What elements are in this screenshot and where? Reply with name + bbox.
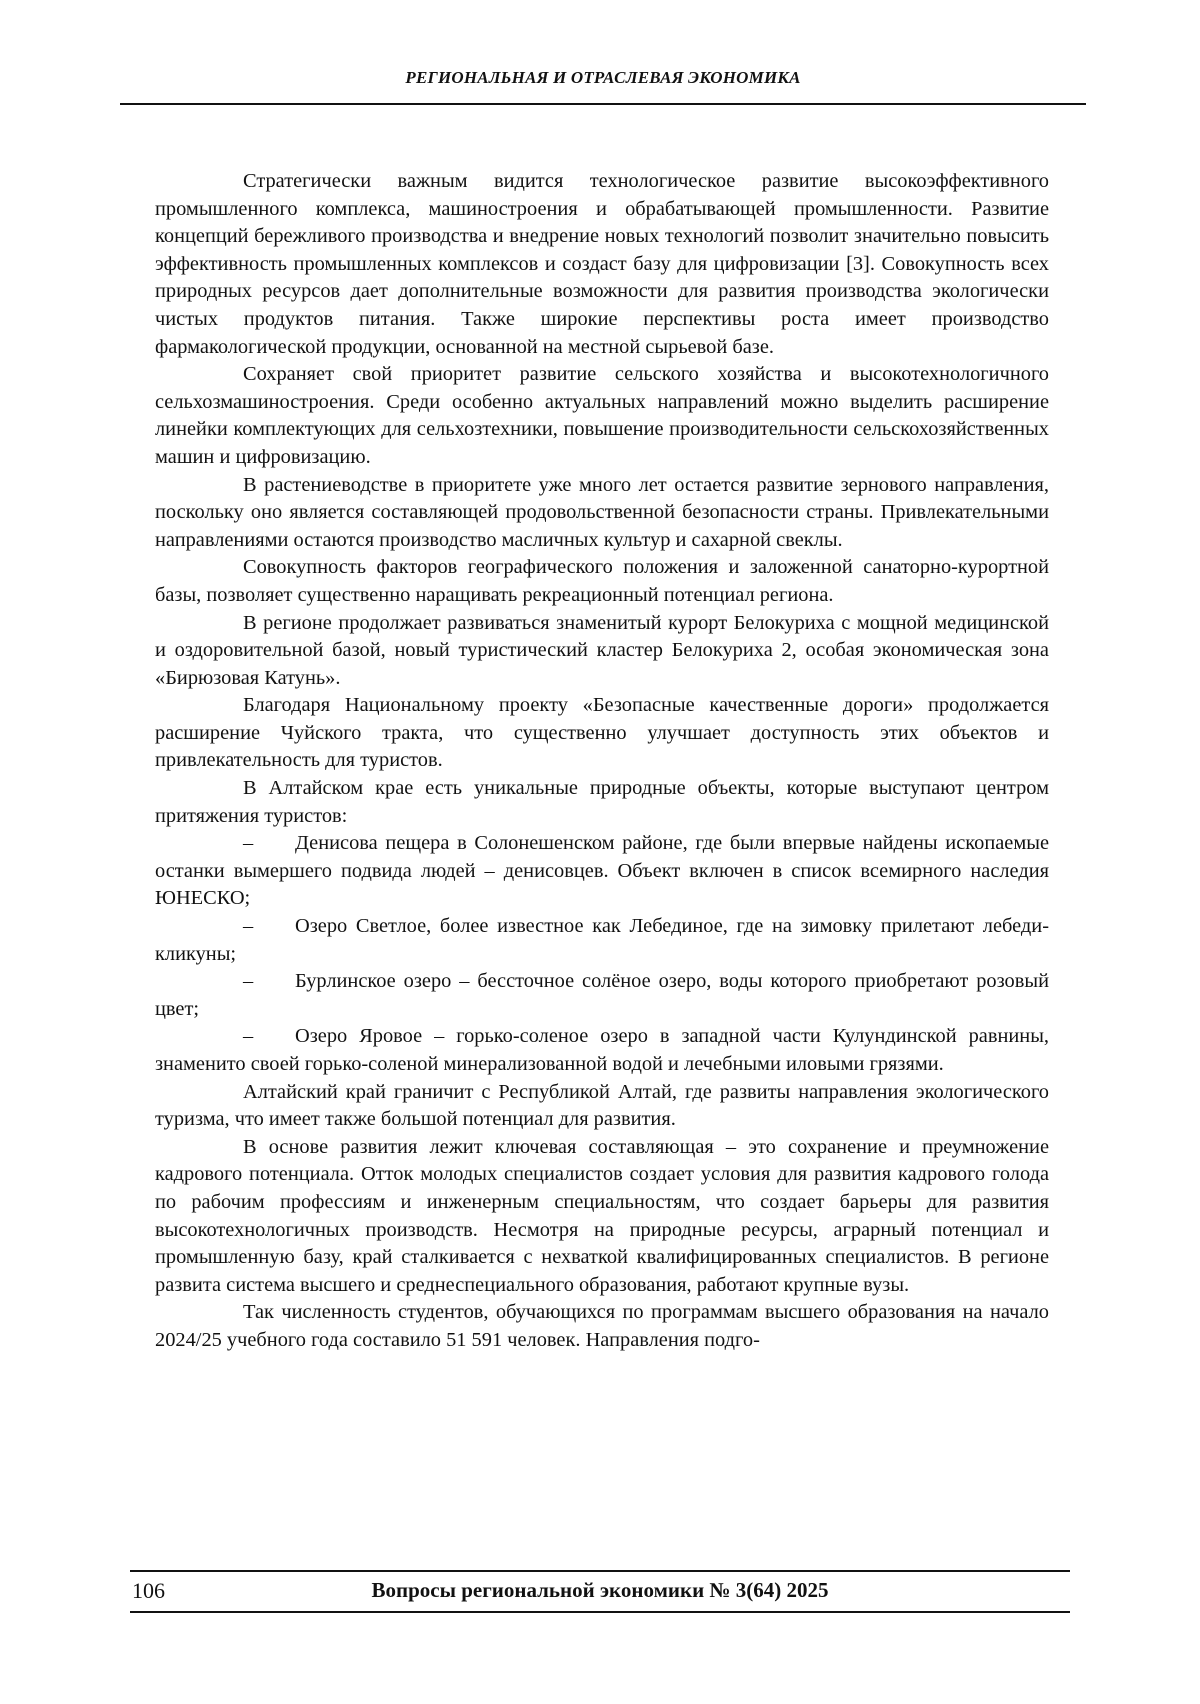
footer-rule-bottom (130, 1611, 1070, 1613)
list-item (155, 968, 1049, 1023)
dash-bullet: – (243, 832, 254, 855)
paragraph: Алтайский край граничит с Республикой Алтай, где развиты направления экологического туризма, что имеет также большой потенциал для развития. (155, 1080, 1049, 1131)
list-item-text: Денисова пещера в Солонешенском районе, где были впервые найдены ископаемые останки вымершего подвида людей – денисовцев. Объект включен в список всемирного наследия ЮНЕСКО; (155, 832, 1049, 910)
journal-title: Вопросы региональной экономики № 3(64) 2025 (371, 1578, 829, 1602)
paragraph: Сохраняет свой приоритет развитие сельского хозяйства и высокотехнологичного сельхозмашиностроения. Среди особенно актуальных направлений можно выделить расширение линейки комплектующих для сельхозтехники, повышение производительности сельскохозяйственных машин и цифровизацию. (155, 363, 1049, 468)
list-item (155, 913, 1049, 968)
paragraph: Так численность студентов, обучающихся по программам высшего образования на начало 2024/25 учебного года составило 51 591 человек. Направления подго- (155, 1301, 1049, 1351)
dash-bullet: – (243, 970, 254, 993)
list-item-text: Озеро Светлое, более известное как Лебединое, где на зимовку прилетают лебеди-кликуны; (155, 915, 1049, 965)
footer-rule-top (130, 1570, 1070, 1572)
paragraph: В регионе продолжает развиваться знаменитый курорт Белокуриха с мощной медицинской и оздоровительной базой, новый туристический кластер Белокуриха 2, особая экономическая зона «Бирюзовая Катунь». (155, 611, 1049, 689)
dash-bullet: – (243, 1025, 254, 1048)
list-item-text: Бурлинское озеро – бессточное солёное озеро, воды которого приобретают розовый цвет; (155, 970, 1049, 1020)
list-item (155, 830, 1049, 913)
article-body (155, 168, 1049, 1355)
running-head: РЕГИОНАЛЬНАЯ И ОТРАСЛЕВАЯ ЭКОНОМИКА (405, 68, 801, 87)
paragraph: Совокупность факторов географического положения и заложенной санаторно-курортной базы, позволяет существенно наращивать рекреационный потенциал региона. (155, 556, 1049, 606)
paragraph: В растениеводстве в приоритете уже много лет остается развитие зернового направления, поскольку оно является составляющей продовольственной безопасности страны. Привлекательными направлениями остаются производство масличных культур и сахарной свеклы. (155, 473, 1049, 551)
header-rule (120, 103, 1086, 105)
page-number: 106 (132, 1578, 165, 1603)
paragraph: Благодаря Национальному проекту «Безопасные качественные дороги» продолжается расширение Чуйского тракта, что существенно улучшает доступность этих объектов и привлекательность для туристов. (155, 694, 1049, 772)
paragraph: В Алтайском крае есть уникальные природные объекты, которые выступают центром притяжения туристов: (155, 777, 1049, 827)
paragraph: В основе развития лежит ключевая составляющая – это сохранение и преумножение кадрового потенциала. Отток молодых специалистов создает условия для развития кадрового голода по рабочим профессиям и инженерным специальностям, что создает барьеры для развития высокотехнологичных производств. Несмотря на природные ресурсы, аграрный потенциал и промышленную базу, край сталкивается с нехваткой квалифицированных специалистов. В регионе развита система высшего и среднеспециального образования, работают крупные вузы. (155, 1135, 1049, 1296)
dash-bullet: – (243, 915, 254, 938)
list-item-text: Озеро Яровое – горько-соленое озеро в западной части Кулундинской равнины, знаменито своей горько-соленой минерализованной водой и лечебными иловыми грязями. (155, 1025, 1049, 1075)
list-item (155, 1023, 1049, 1078)
paragraph: Стратегически важным видится технологическое развитие высокоэффективного промышленного комплекса, машиностроения и обрабатывающей промышленности. Развитие концепций бережливого производства и внедрение новых технологий позволит значительно повысить эффективность промышленных комплексов и создаст базу для цифровизации [3]. Совокупность всех природных ресурсов дает дополнительные возможности для развития производства экологически чистых продуктов питания. Также широкие перспективы роста имеет производство фармакологической продукции, основанной на местной сырьевой базе. (155, 170, 1049, 358)
